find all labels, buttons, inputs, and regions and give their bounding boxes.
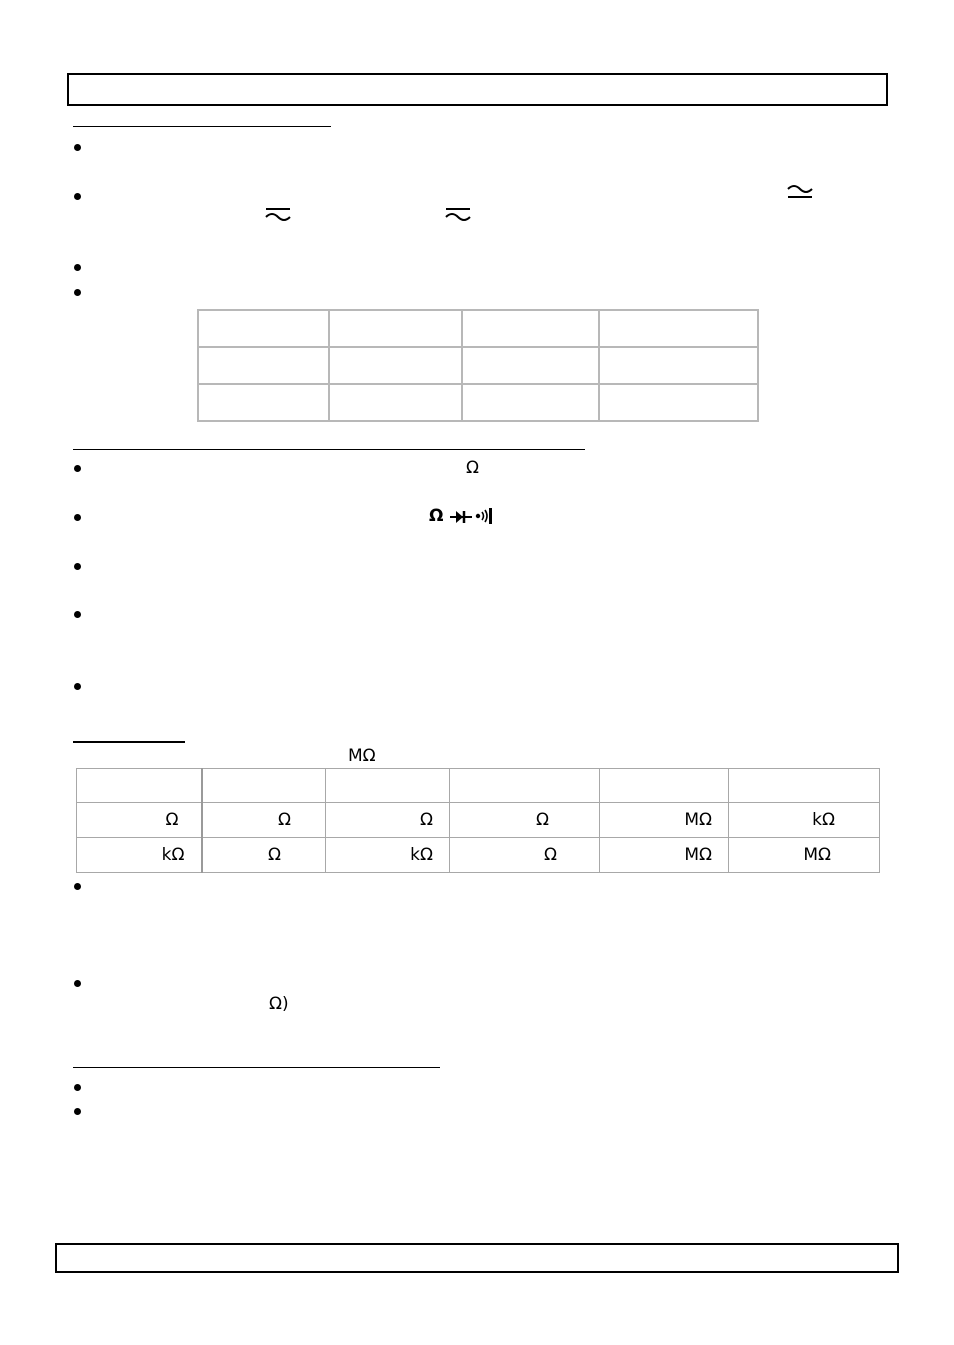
table-row <box>198 347 758 384</box>
table-cell: MΩ <box>600 838 729 873</box>
table-cell <box>329 347 462 384</box>
table-cell <box>462 347 599 384</box>
table-cell: Ω <box>450 838 600 873</box>
section-heading-underline-1 <box>73 126 331 127</box>
table-cell: kΩ <box>729 803 880 838</box>
table-row <box>77 803 880 838</box>
bullet <box>74 193 81 200</box>
selector-ohm-symbol: Ω <box>429 506 444 526</box>
table-cell <box>198 310 329 347</box>
bullet <box>74 980 81 987</box>
table-cell <box>77 769 202 803</box>
table-cell: kΩ <box>326 838 450 873</box>
table-cell <box>202 769 326 803</box>
bullet <box>74 883 81 890</box>
resistance-range-table <box>76 768 880 873</box>
table-cell: Ω <box>202 803 326 838</box>
table-cell <box>600 769 729 803</box>
ac-dc-icon <box>264 205 292 223</box>
note-ohm-unit: Ω) <box>269 994 289 1014</box>
ac-dc-icon <box>786 183 814 201</box>
table-cell <box>450 769 600 803</box>
table-cell <box>599 310 758 347</box>
table-cell <box>462 384 599 421</box>
header-box <box>67 73 888 106</box>
section-heading-underline-3 <box>73 741 185 743</box>
table-cell: Ω <box>326 803 450 838</box>
bullet <box>74 683 81 690</box>
bullet <box>74 144 81 151</box>
diode-icon <box>450 509 472 525</box>
table-cell <box>198 384 329 421</box>
table-cell: Ω <box>77 803 202 838</box>
table-cell <box>329 310 462 347</box>
bullet <box>74 1084 81 1091</box>
table-cell <box>729 769 880 803</box>
table-cell <box>329 384 462 421</box>
bullet <box>74 289 81 296</box>
table-row <box>198 310 758 347</box>
bullet <box>74 1108 81 1115</box>
bullet <box>74 563 81 570</box>
bullet <box>74 611 81 618</box>
table-cell <box>599 347 758 384</box>
bullet <box>74 465 81 472</box>
table-cell: Ω <box>202 838 326 873</box>
table-cell <box>599 384 758 421</box>
section-heading-underline-4 <box>73 1067 440 1068</box>
continuity-buzzer-icon <box>474 507 494 525</box>
bullet <box>74 514 81 521</box>
input-impedance-unit: MΩ <box>348 746 376 766</box>
table-cell <box>326 769 450 803</box>
measurement-table-1 <box>197 309 759 422</box>
table-cell: kΩ <box>77 838 202 873</box>
table-cell <box>198 347 329 384</box>
table-row <box>77 838 880 873</box>
table-cell: MΩ <box>600 803 729 838</box>
bullet <box>74 264 81 271</box>
table-cell: MΩ <box>729 838 880 873</box>
table-row <box>77 769 880 803</box>
table-cell: Ω <box>450 803 600 838</box>
ac-dc-icon <box>444 205 472 223</box>
table-cell <box>462 310 599 347</box>
section-heading-underline-2 <box>73 449 585 450</box>
table-row <box>198 384 758 421</box>
footer-box <box>55 1243 899 1273</box>
ohm-symbol: Ω <box>466 458 479 478</box>
